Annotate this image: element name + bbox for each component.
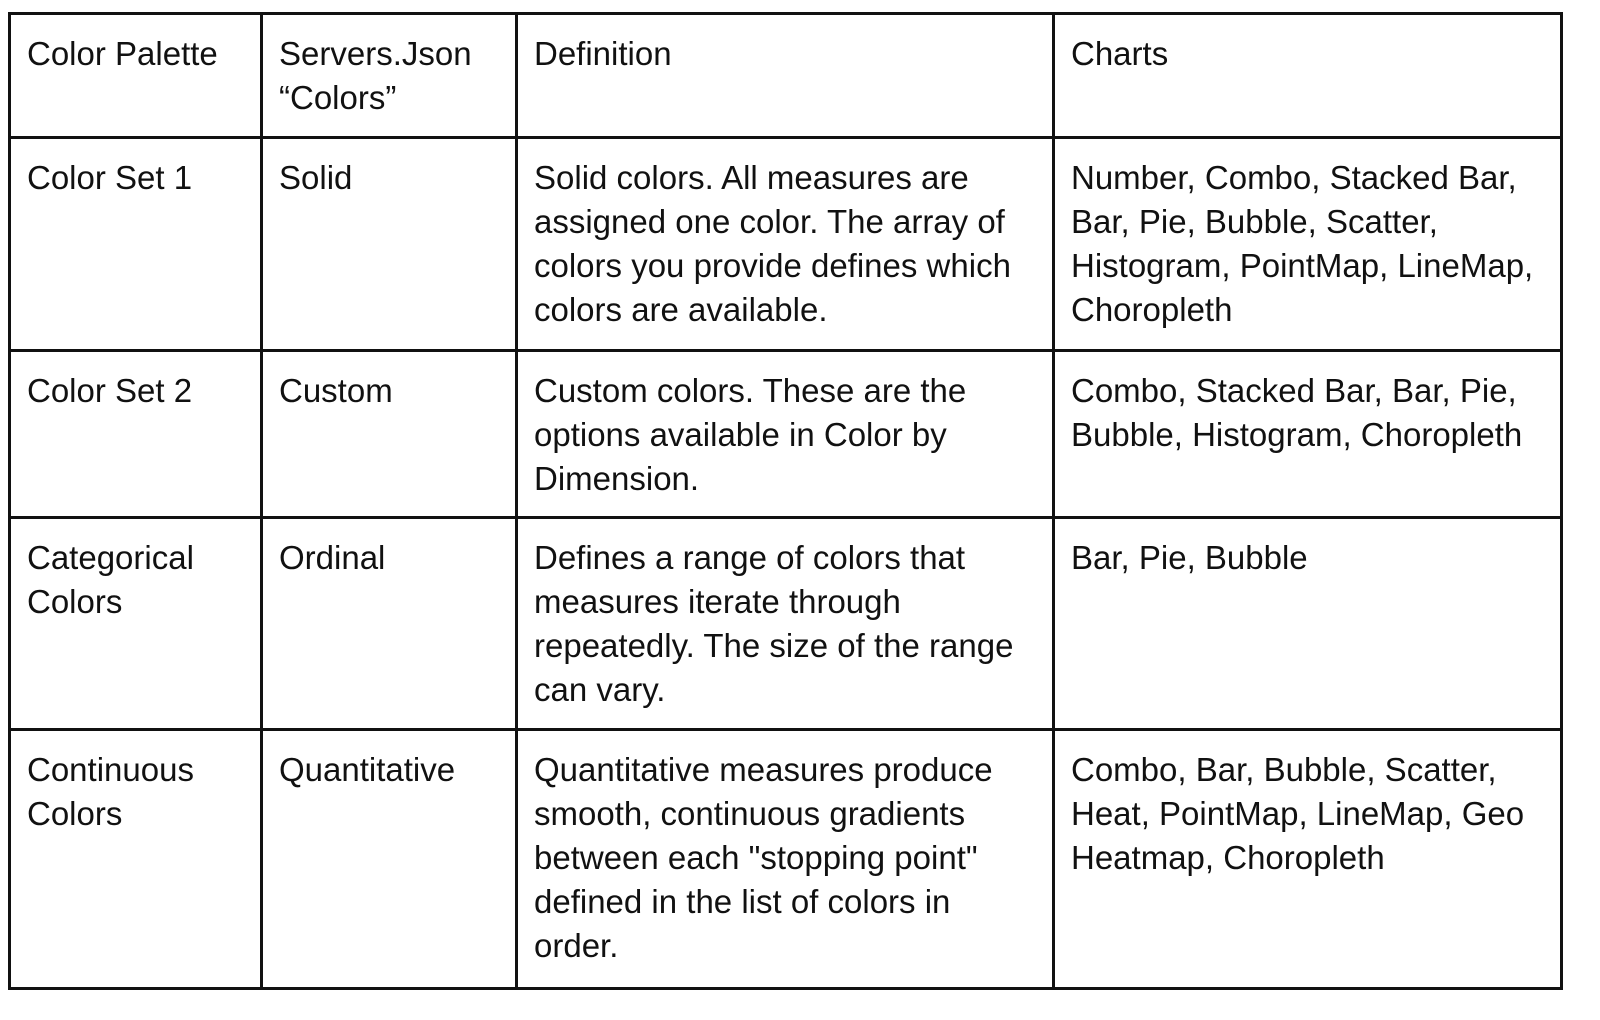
header-cell-charts: Charts	[1054, 14, 1562, 138]
table-header-row	[10, 14, 1562, 138]
cell-charts: Combo, Stacked Bar, Bar, Pie, Bubble, Histogram, Choropleth	[1054, 351, 1562, 518]
cell-charts: Bar, Pie, Bubble	[1054, 518, 1562, 730]
header-cell-servers-json: Servers.Json “Colors”	[262, 14, 517, 138]
cell-servers-json: Custom	[262, 351, 517, 518]
cell-palette: Categorical Colors	[10, 518, 262, 730]
table-row	[10, 518, 1562, 730]
header-cell-palette: Color Palette	[10, 14, 262, 138]
cell-charts: Combo, Bar, Bubble, Scatter, Heat, PointMap, LineMap, Geo Heatmap, Choropleth	[1054, 730, 1562, 989]
cell-palette: Continuous Colors	[10, 730, 262, 989]
cell-servers-json: Quantitative	[262, 730, 517, 989]
cell-palette: Color Set 1	[10, 138, 262, 351]
table-row	[10, 138, 1562, 351]
cell-servers-json: Ordinal	[262, 518, 517, 730]
cell-definition: Defines a range of colors that measures iterate through repeatedly. The size of the range can vary.	[517, 518, 1054, 730]
cell-servers-json: Solid	[262, 138, 517, 351]
cell-definition: Custom colors. These are the options available in Color by Dimension.	[517, 351, 1054, 518]
cell-palette: Color Set 2	[10, 351, 262, 518]
color-palette-table	[8, 12, 1563, 990]
cell-charts: Number, Combo, Stacked Bar, Bar, Pie, Bubble, Scatter, Histogram, PointMap, LineMap, Choropleth	[1054, 138, 1562, 351]
cell-definition: Solid colors. All measures are assigned one color. The array of colors you provide defines which colors are available.	[517, 138, 1054, 351]
table-row	[10, 351, 1562, 518]
table-row	[10, 730, 1562, 989]
cell-definition: Quantitative measures produce smooth, continuous gradients between each "stopping point" defined in the list of colors in order.	[517, 730, 1054, 989]
header-cell-definition: Definition	[517, 14, 1054, 138]
